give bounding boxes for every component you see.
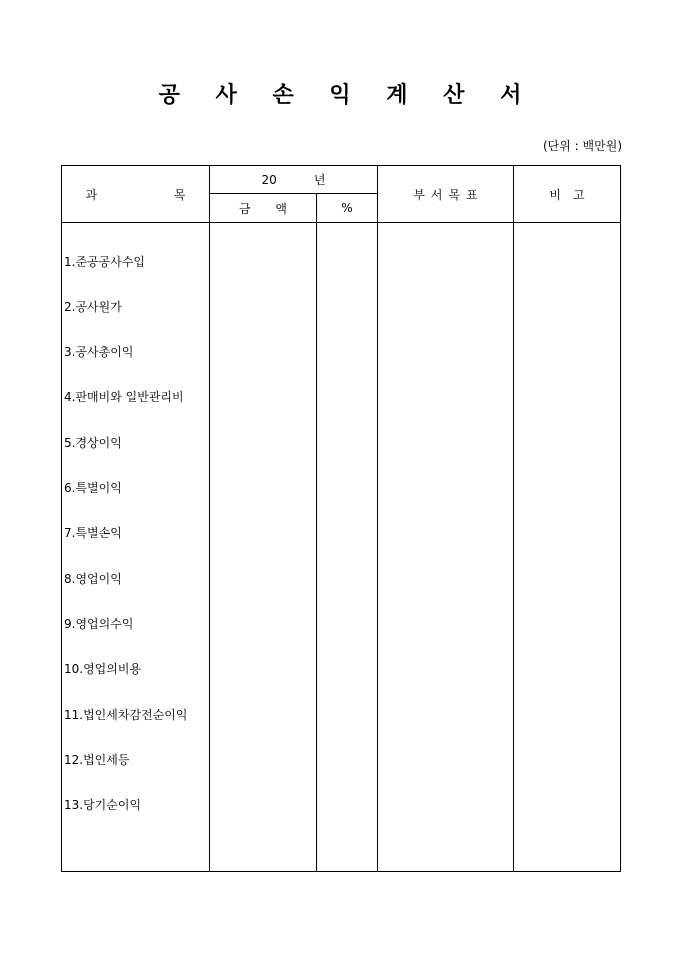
subject-header-left: 과 [85,187,98,202]
list-item: 2.공사원가 [64,299,122,314]
list-item: 3.공사총이익 [64,345,134,360]
dept-goal-cell[interactable] [378,223,514,872]
list-item: 5.경상이익 [64,435,122,450]
item-list [62,253,209,842]
year-header [210,166,378,194]
list-item: 8.영업이익 [64,571,122,586]
list-item: 11.법인세차감전순이익 [64,707,188,722]
amount-cell[interactable] [210,223,317,872]
amount-header-left: 금 [239,201,251,216]
header-row-1 [62,166,621,194]
body-row [62,223,621,872]
subject-header-right: 목 [173,187,186,202]
list-item: 9.영업의수익 [64,616,134,631]
subject-column [62,223,210,872]
year-suffix: 년 [313,173,326,187]
list-item: 10.영업의비용 [64,662,142,677]
year-prefix: 20 [261,173,277,187]
remarks-header: 비고 [514,166,621,223]
income-statement-table [61,165,621,872]
unit-label: (단위 : 백만원) [543,139,622,153]
percent-cell[interactable] [317,223,378,872]
percent-header: % [317,194,378,223]
subject-header [62,166,210,223]
document-title: 공 사 손 익 계 산 서 [158,82,536,108]
list-item: 6.특별이익 [64,481,122,496]
list-item: 13.당기순이익 [64,798,142,813]
remarks-cell[interactable] [514,223,621,872]
dept-goal-header: 부서목표 [378,166,514,223]
list-item: 4.판매비와 일반관리비 [64,390,184,405]
amount-header-right: 액 [275,201,287,216]
amount-header [210,194,317,223]
list-item: 7.특별손익 [64,526,122,541]
list-item: 1.준공공사수입 [64,254,146,269]
list-item: 12.법인세등 [64,752,130,767]
